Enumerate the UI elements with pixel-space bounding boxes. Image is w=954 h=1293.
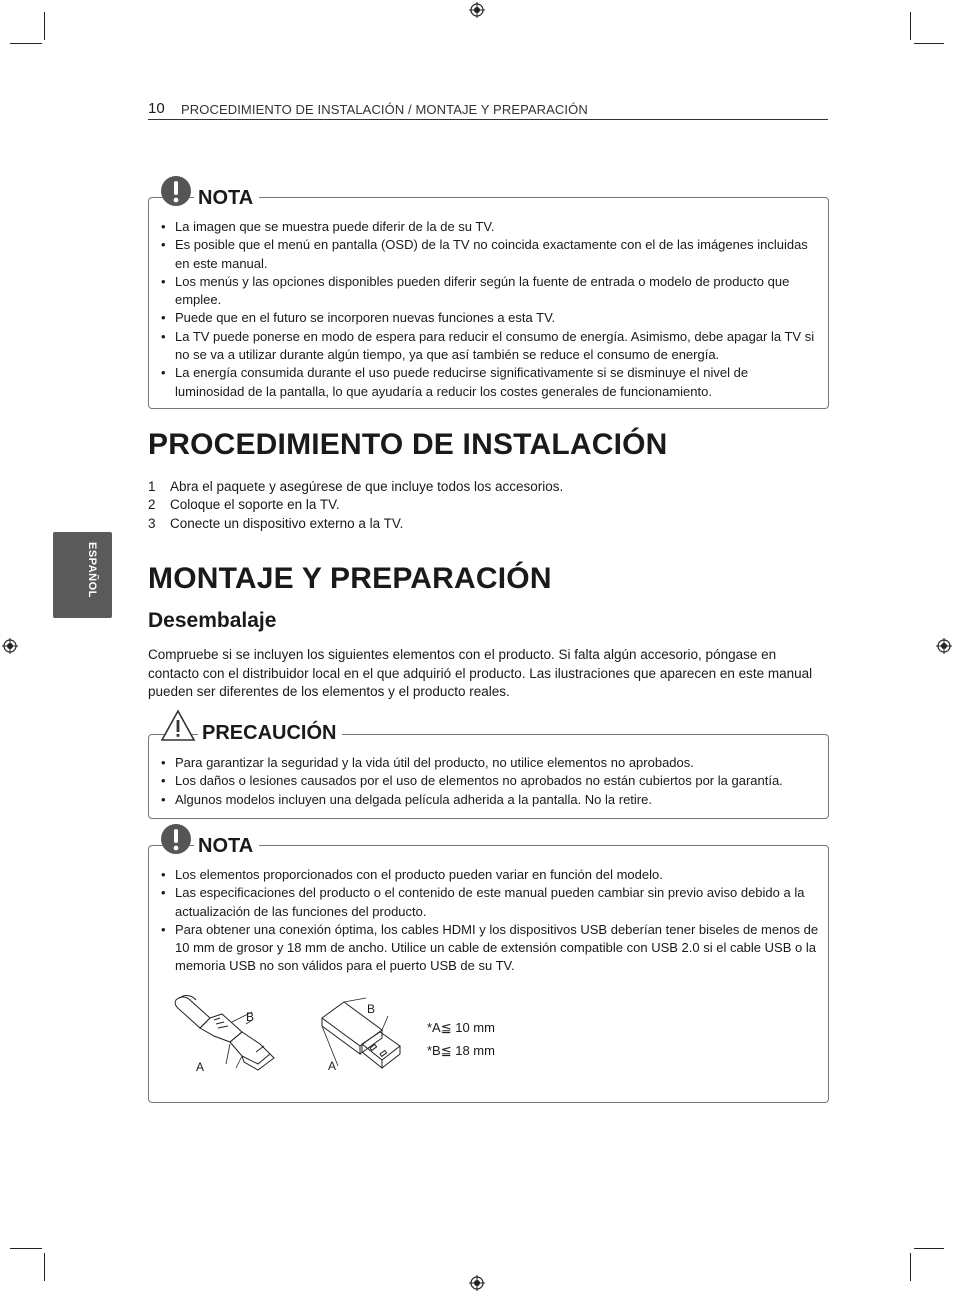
list-item: • Los daños o lesiones causados por el uso de elementos no aprobados no están cubiertos por la garantía. xyxy=(161,772,821,790)
side-tab-label: ESPAÑOL xyxy=(86,542,98,598)
mount-heading: MONTAJE Y PREPARACIÓN xyxy=(148,562,552,595)
hdmi-label-a: A xyxy=(196,1060,205,1074)
nota-list xyxy=(161,866,821,976)
nota-title: NOTA xyxy=(194,835,259,858)
crop-mark xyxy=(44,12,45,40)
list-item: 3 Conecte un dispositivo externo a la TV. xyxy=(148,515,404,531)
crop-mark xyxy=(914,43,944,44)
list-item: 2 Coloque el soporte en la TV. xyxy=(148,497,340,513)
hdmi-label-b: B xyxy=(246,1010,255,1024)
exclamation-icon xyxy=(160,175,192,207)
nota-list xyxy=(161,218,821,401)
list-item: • Los elementos proporcionados con el producto pueden variar en función del modelo. xyxy=(161,866,821,884)
warning-triangle-icon xyxy=(160,709,196,742)
nota-title: NOTA xyxy=(194,187,259,210)
install-heading: PROCEDIMIENTO DE INSTALACIÓN xyxy=(148,428,668,461)
registration-mark-icon xyxy=(2,638,18,654)
list-item: • Puede que en el futuro se incorporen nuevas funciones a esta TV. xyxy=(161,309,821,327)
hdmi-connector-illustration xyxy=(170,992,285,1074)
caution-title: PRECAUCIÓN xyxy=(198,722,342,745)
list-item: • Las especificaciones del producto o el contenido de este manual pueden cambiar sin previo aviso debido a la actualización de las funciones del producto. xyxy=(161,884,821,921)
list-item: • La imagen que se muestra puede diferir de la de su TV. xyxy=(161,218,821,236)
dimension-b: *B≦ 18 mm xyxy=(427,1043,495,1058)
dimension-a: *A≦ 10 mm xyxy=(427,1020,495,1035)
registration-mark-icon xyxy=(936,638,952,654)
usb-label-a: A xyxy=(328,1059,337,1073)
usb-label-b: B xyxy=(367,1002,376,1016)
unpacking-text: Compruebe si se incluyen los siguientes elementos con el producto. Si falta algún accesorio, póngase en contacto con el distribuidor local en el que adquirió el producto. Las ilustraciones que aparecen en este manual pueden ser diferentes de los elementos y el producto reales. xyxy=(148,647,813,699)
crop-mark xyxy=(44,1253,45,1281)
registration-mark-icon xyxy=(469,2,485,18)
crop-mark xyxy=(910,12,911,40)
list-item: • La TV puede ponerse en modo de espera para reducir el consumo de energía. Asimismo, debe apagar la TV si no se va a utilizar durante algún tiempo, ya que así también se reduce el consumo de energía. xyxy=(161,328,821,365)
language-side-tab xyxy=(53,532,112,618)
crop-mark xyxy=(10,1248,42,1249)
page-header xyxy=(148,100,828,120)
list-item: 1 Abra el paquete y asegúrese de que incluye todos los accesorios. xyxy=(148,479,564,494)
list-item: • Algunos modelos incluyen una delgada película adherida a la pantalla. No la retire. xyxy=(161,791,821,809)
unpacking-subheading: Desembalaje xyxy=(148,609,277,632)
registration-mark-icon xyxy=(469,1275,485,1291)
install-steps xyxy=(148,478,563,533)
crop-mark xyxy=(10,43,42,44)
list-item: • Los menús y las opciones disponibles pueden diferir según la fuente de entrada o modelo de producto que emplee. xyxy=(161,273,821,310)
list-item: • Es posible que el menú en pantalla (OSD) de la TV no coincida exactamente con el de las imágenes incluidas en este manual. xyxy=(161,236,821,273)
header-title: PROCEDIMIENTO DE INSTALACIÓN / MONTAJE Y PREPARACIÓN xyxy=(181,102,588,117)
crop-mark xyxy=(914,1248,944,1249)
crop-mark xyxy=(910,1253,911,1281)
caution-list xyxy=(161,754,821,809)
exclamation-icon xyxy=(160,823,192,855)
page-number: 10 xyxy=(148,100,165,117)
list-item: • La energía consumida durante el uso puede reducirse significativamente si se disminuye el nivel de luminosidad de la pantalla, lo que ayudaría a reducir los costes generales de funcionamiento. xyxy=(161,364,821,401)
list-item: • Para garantizar la seguridad y la vida útil del producto, no utilice elementos no aprobados. xyxy=(161,754,821,772)
list-item: • Para obtener una conexión óptima, los cables HDMI y los dispositivos USB deberían tener biseles de menos de 10 mm de grosor y 18 mm de ancho. Utilice un cable de extensión compatible con USB 2.0 si el cable USB o la memoria USB no son válidos para el puerto USB de su TV. xyxy=(161,921,821,976)
